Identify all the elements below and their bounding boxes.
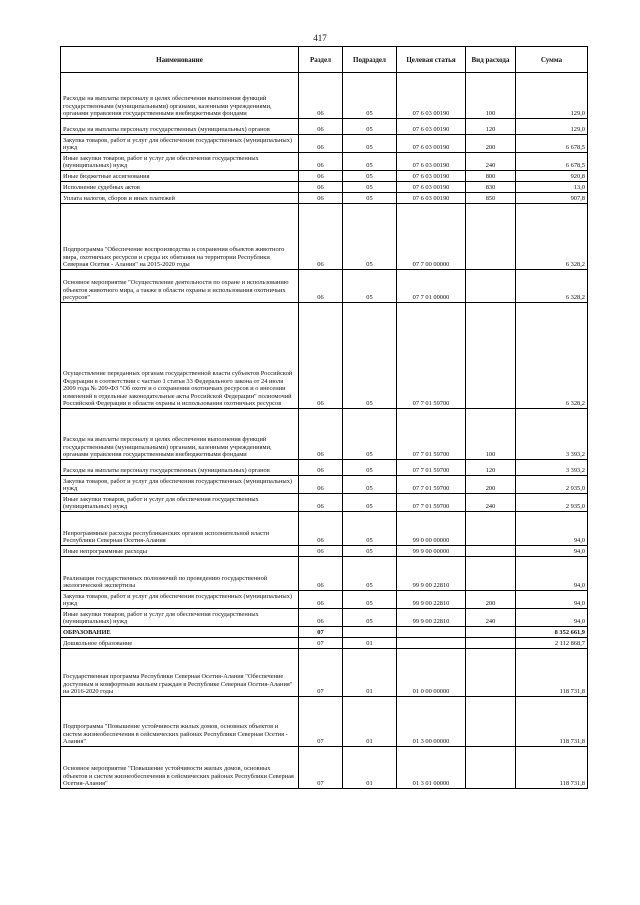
table-row xyxy=(61,747,588,789)
cell-sum: 118 731,8 xyxy=(516,747,588,789)
cell-section: 06 xyxy=(299,460,343,476)
cell-expense xyxy=(466,303,516,409)
cell-expense xyxy=(466,546,516,557)
cell-target: 99 9 00 00000 xyxy=(397,546,466,557)
cell-sum: 2 935,0 xyxy=(516,476,588,494)
cell-name: Иные закупки товаров, работ и услуг для обеспечения государственных (муниципальных) нужд xyxy=(61,494,299,512)
cell-sum: 13,0 xyxy=(516,182,588,193)
cell-target: 07 6 03 00190 xyxy=(397,193,466,204)
cell-name: Иные закупки товаров, работ и услуг для обеспечения государственных (муниципальных) нужд xyxy=(61,609,299,627)
cell-section: 06 xyxy=(299,119,343,135)
header-subsection: Подраздел xyxy=(343,47,397,73)
cell-target: 01 0 00 00000 xyxy=(397,649,466,697)
cell-target: 07 7 01 59700 xyxy=(397,460,466,476)
cell-sum: 6 678,5 xyxy=(516,135,588,153)
cell-subsection: 05 xyxy=(343,591,397,609)
cell-target: 07 6 03 00190 xyxy=(397,153,466,171)
cell-sum: 3 393,2 xyxy=(516,460,588,476)
cell-name: Дошкольное образование xyxy=(61,638,299,649)
cell-subsection xyxy=(343,627,397,638)
cell-subsection: 05 xyxy=(343,512,397,546)
cell-subsection: 05 xyxy=(343,204,397,270)
cell-section: 07 xyxy=(299,697,343,747)
cell-target: 99 9 00 22810 xyxy=(397,557,466,591)
cell-expense xyxy=(466,638,516,649)
cell-target: 07 7 01 00000 xyxy=(397,270,466,303)
cell-target: 07 6 03 00190 xyxy=(397,182,466,193)
header-target: Целевая статья xyxy=(397,47,466,73)
cell-subsection: 05 xyxy=(343,409,397,460)
cell-subsection: 05 xyxy=(343,609,397,627)
cell-subsection: 05 xyxy=(343,119,397,135)
table-row xyxy=(61,557,588,591)
cell-subsection: 05 xyxy=(343,557,397,591)
cell-section: 06 xyxy=(299,591,343,609)
table-row xyxy=(61,649,588,697)
cell-subsection: 05 xyxy=(343,270,397,303)
cell-name: Основное мероприятие "Повышение устойчивости жилых домов, основных объектов и систем жизнеобеспечения в сейсмических районах Республики Северная Осетия-Алания" xyxy=(61,747,299,789)
cell-expense xyxy=(466,649,516,697)
cell-section: 06 xyxy=(299,193,343,204)
cell-sum: 920,8 xyxy=(516,171,588,182)
cell-expense xyxy=(466,747,516,789)
cell-subsection: 01 xyxy=(343,638,397,649)
cell-section: 06 xyxy=(299,512,343,546)
cell-sum: 2 935,0 xyxy=(516,494,588,512)
table-row xyxy=(61,627,588,638)
table-body xyxy=(61,73,588,789)
cell-target: 07 6 03 00190 xyxy=(397,119,466,135)
cell-target: 07 7 01 59700 xyxy=(397,476,466,494)
cell-name: Непрограммные расходы республиканских органов исполнительной власти Республики Северная Осетия-Алания xyxy=(61,512,299,546)
cell-sum: 94,0 xyxy=(516,557,588,591)
cell-sum: 907,8 xyxy=(516,193,588,204)
cell-target: 01 3 00 00000 xyxy=(397,697,466,747)
cell-expense xyxy=(466,697,516,747)
cell-expense xyxy=(466,270,516,303)
cell-expense: 240 xyxy=(466,494,516,512)
cell-name: Государственная программа Республики Северная Осетия-Алания "Обеспечение доступным и комфортным жильем граждан в Республике Северная Осетия-Алания" на 2016-2020 годы xyxy=(61,649,299,697)
cell-section: 06 xyxy=(299,270,343,303)
cell-expense: 100 xyxy=(466,409,516,460)
cell-section: 06 xyxy=(299,171,343,182)
cell-name: Закупка товаров, работ и услуг для обеспечения государственных (муниципальных) нужд xyxy=(61,591,299,609)
cell-target xyxy=(397,638,466,649)
table-row xyxy=(61,546,588,557)
table-row xyxy=(61,182,588,193)
budget-table xyxy=(60,46,588,789)
table-row xyxy=(61,591,588,609)
cell-subsection: 05 xyxy=(343,460,397,476)
cell-target: 07 6 03 00190 xyxy=(397,73,466,119)
cell-target: 99 9 00 22810 xyxy=(397,609,466,627)
table-row xyxy=(61,171,588,182)
cell-subsection: 05 xyxy=(343,153,397,171)
cell-section: 07 xyxy=(299,747,343,789)
cell-subsection: 01 xyxy=(343,747,397,789)
cell-section: 06 xyxy=(299,546,343,557)
table-row xyxy=(61,135,588,153)
table-row xyxy=(61,303,588,409)
cell-subsection: 05 xyxy=(343,182,397,193)
cell-name: Исполнение судебных актов xyxy=(61,182,299,193)
cell-name: ОБРАЗОВАНИЕ xyxy=(61,627,299,638)
cell-sum: 94,0 xyxy=(516,512,588,546)
cell-expense: 120 xyxy=(466,460,516,476)
cell-expense xyxy=(466,627,516,638)
table-row xyxy=(61,476,588,494)
cell-subsection: 05 xyxy=(343,135,397,153)
cell-expense: 800 xyxy=(466,171,516,182)
cell-name: Реализация государственных полномочий по проведению государственной экологической экспертизы xyxy=(61,557,299,591)
cell-expense: 200 xyxy=(466,476,516,494)
cell-target: 07 6 03 00190 xyxy=(397,135,466,153)
cell-subsection: 05 xyxy=(343,476,397,494)
cell-subsection: 05 xyxy=(343,546,397,557)
cell-sum: 94,0 xyxy=(516,546,588,557)
cell-subsection: 05 xyxy=(343,303,397,409)
cell-sum: 2 112 868,7 xyxy=(516,638,588,649)
cell-expense: 200 xyxy=(466,135,516,153)
cell-section: 06 xyxy=(299,494,343,512)
cell-name: Основное мероприятие "Осуществление деятельности по охране и использованию объектов животного мира, а также в области охраны и использования охотничьих ресурсов" xyxy=(61,270,299,303)
cell-subsection: 05 xyxy=(343,73,397,119)
table-row xyxy=(61,638,588,649)
table-row xyxy=(61,270,588,303)
cell-target: 07 7 01 59700 xyxy=(397,494,466,512)
table-row xyxy=(61,697,588,747)
table-row xyxy=(61,193,588,204)
cell-section: 06 xyxy=(299,204,343,270)
header-sum: Сумма xyxy=(516,47,588,73)
cell-expense xyxy=(466,512,516,546)
cell-sum: 6 328,2 xyxy=(516,270,588,303)
table-row xyxy=(61,73,588,119)
cell-sum: 94,0 xyxy=(516,591,588,609)
header-name: Наименование xyxy=(61,47,299,73)
header-expense: Вид расхода xyxy=(466,47,516,73)
cell-name: Закупка товаров, работ и услуг для обеспечения государственных (муниципальных) нужд xyxy=(61,135,299,153)
page-number: 417 xyxy=(313,33,327,43)
cell-target: 07 6 03 00190 xyxy=(397,171,466,182)
table-row xyxy=(61,409,588,460)
table-row xyxy=(61,609,588,627)
cell-target: 07 7 00 00000 xyxy=(397,204,466,270)
cell-expense: 240 xyxy=(466,153,516,171)
cell-expense: 200 xyxy=(466,591,516,609)
cell-sum: 129,0 xyxy=(516,73,588,119)
cell-subsection: 01 xyxy=(343,649,397,697)
cell-sum: 129,0 xyxy=(516,119,588,135)
cell-name: Закупка товаров, работ и услуг для обеспечения государственных (муниципальных) нужд xyxy=(61,476,299,494)
cell-expense: 120 xyxy=(466,119,516,135)
cell-name: Уплата налогов, сборов и иных платежей xyxy=(61,193,299,204)
table-row xyxy=(61,119,588,135)
cell-name: Осуществление переданных органам государственной власти субъектов Российской Федерации в соответствии с частью 1 статьи 33 Федерального закона от 24 июля 2009 года № 209-ФЗ "Об охоте и о сохранении охотничьих ресурсов и о внесении изменений в отдельные законодательные акты Российской Федерации" полномочий Российской Федерации в области охраны и использования охотничьих ресурсов xyxy=(61,303,299,409)
table-row xyxy=(61,204,588,270)
cell-section: 06 xyxy=(299,135,343,153)
cell-section: 07 xyxy=(299,649,343,697)
cell-section: 07 xyxy=(299,638,343,649)
table-row xyxy=(61,494,588,512)
cell-name: Расходы на выплаты персоналу государственных (муниципальных) органов xyxy=(61,119,299,135)
cell-expense: 850 xyxy=(466,193,516,204)
cell-name: Подпрограмма "Повышение устойчивости жилых домов, основных объектов и систем жизнеобеспечения в сейсмических районах Республики Северная Осетия - Алания" xyxy=(61,697,299,747)
cell-expense: 100 xyxy=(466,73,516,119)
cell-target: 07 7 01 59700 xyxy=(397,409,466,460)
cell-expense: 830 xyxy=(466,182,516,193)
cell-sum: 3 393,2 xyxy=(516,409,588,460)
cell-target: 01 3 01 00000 xyxy=(397,747,466,789)
cell-target: 99 0 00 00000 xyxy=(397,512,466,546)
table-row xyxy=(61,512,588,546)
cell-expense: 240 xyxy=(466,609,516,627)
cell-section: 06 xyxy=(299,476,343,494)
cell-target: 99 9 00 22810 xyxy=(397,591,466,609)
cell-subsection: 05 xyxy=(343,171,397,182)
cell-sum: 94,0 xyxy=(516,609,588,627)
cell-name: Подпрограмма "Обеспечение воспроизводства и сохранения объектов животного мира, охотничьих ресурсов и среды их обитания на территории Республики Северная Осетия - Алания" на 2015-2020 годы xyxy=(61,204,299,270)
cell-name: Расходы на выплаты персоналу государственных (муниципальных) органов xyxy=(61,460,299,476)
cell-sum: 6 678,5 xyxy=(516,153,588,171)
cell-name: Иные непрограммные расходы xyxy=(61,546,299,557)
cell-expense xyxy=(466,557,516,591)
cell-section: 06 xyxy=(299,303,343,409)
cell-name: Иные бюджетные ассигнования xyxy=(61,171,299,182)
cell-section: 06 xyxy=(299,557,343,591)
cell-sum: 8 352 661,9 xyxy=(516,627,588,638)
cell-section: 07 xyxy=(299,627,343,638)
table-row xyxy=(61,460,588,476)
cell-sum: 118 731,8 xyxy=(516,649,588,697)
cell-name: Расходы на выплаты персоналу в целях обеспечения выполнения функций государственными (муниципальными) органами, казенными учреждениями, органами управления государственными внебюджетными фондами xyxy=(61,409,299,460)
cell-name: Иные закупки товаров, работ и услуг для обеспечения государственных (муниципальных) нужд xyxy=(61,153,299,171)
table-row xyxy=(61,153,588,171)
cell-target: 07 7 01 59700 xyxy=(397,303,466,409)
cell-sum: 6 328,2 xyxy=(516,303,588,409)
cell-section: 06 xyxy=(299,182,343,193)
cell-section: 06 xyxy=(299,409,343,460)
cell-sum: 6 328,2 xyxy=(516,204,588,270)
cell-subsection: 05 xyxy=(343,193,397,204)
cell-target xyxy=(397,627,466,638)
cell-section: 06 xyxy=(299,73,343,119)
header-section: Раздел xyxy=(299,47,343,73)
cell-subsection: 05 xyxy=(343,494,397,512)
cell-subsection: 01 xyxy=(343,697,397,747)
cell-sum: 118 731,8 xyxy=(516,697,588,747)
cell-section: 06 xyxy=(299,153,343,171)
table-header-row xyxy=(61,47,588,73)
cell-name: Расходы на выплаты персоналу в целях обеспечения выполнения функций государственными (муниципальными) органами, казенными учреждениями, органами управления государственными внебюджетными фондами xyxy=(61,73,299,119)
cell-expense xyxy=(466,204,516,270)
cell-section: 06 xyxy=(299,609,343,627)
